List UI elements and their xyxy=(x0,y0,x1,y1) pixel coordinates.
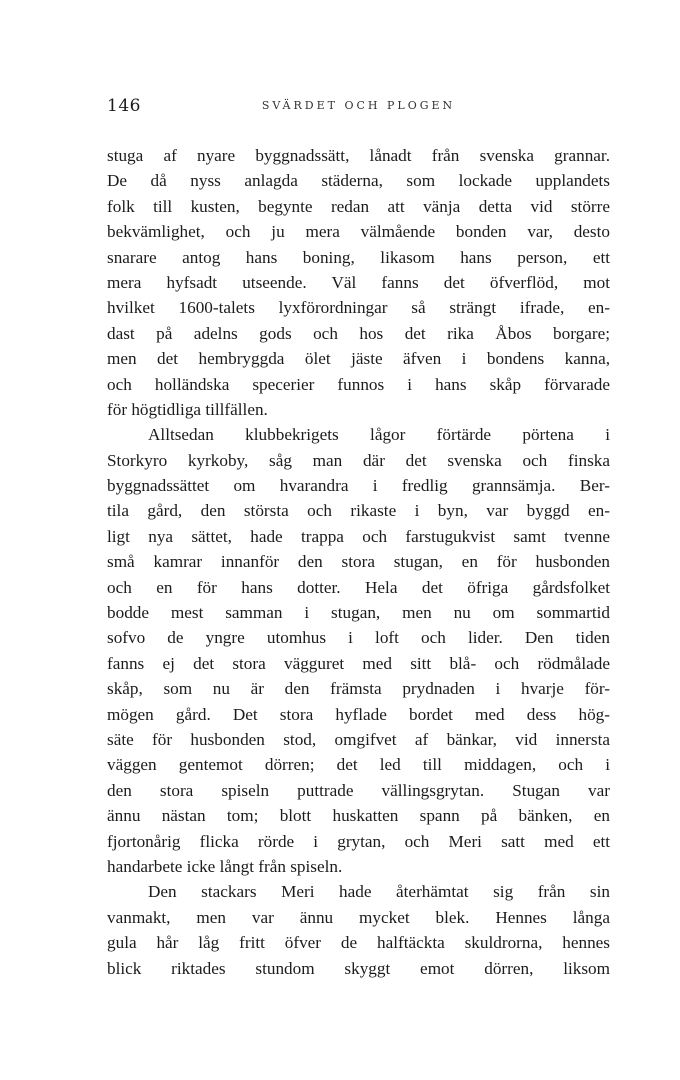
text-line: Den stackars Meri hade återhämtat sig från sin xyxy=(148,882,610,902)
text-line: Storkyro kyrkoby, såg man där det svenska och finska xyxy=(107,450,610,470)
text-line: och en för hans dotter. Hela det öfriga gårdsfolket xyxy=(107,577,610,597)
text-line: snarare antog hans boning, likasom hans person, ett xyxy=(107,247,610,267)
text-line: vanmakt, men var ännu mycket blek. Hennes långa xyxy=(107,907,610,927)
text-line: handarbete icke långt från spiseln. xyxy=(107,856,343,876)
text-line: bodde mest samman i stugan, men nu om sommartid xyxy=(107,603,610,623)
body-text xyxy=(107,143,610,981)
text-line: bekvämlighet, och ju mera välmående bonden var, desto xyxy=(107,222,610,242)
text-line: men det hembryggda ölet jäste äfven i bondens kanna, xyxy=(107,349,610,369)
text-line: sofvo de yngre utomhus i loft och lider. Den tiden xyxy=(107,628,610,648)
page-number: 146 xyxy=(107,96,141,116)
text-line: mera hyfsadt utseende. Väl fanns det öfverflöd, mot xyxy=(107,272,610,292)
text-line: säte för husbonden stod, omgifvet af bänkar, vid innersta xyxy=(107,729,610,749)
text-line: skåp, som nu är den främsta prydnaden i hvarje för- xyxy=(107,679,610,699)
text-line: byggnadssättet om hvarandra i fredlig grannsämja. Ber- xyxy=(107,476,610,496)
text-line: för högtidliga tillfällen. xyxy=(107,399,268,419)
text-line: blick riktades stundom skyggt emot dörren, liksom xyxy=(107,958,610,978)
text-line: folk till kusten, begynte redan att vänja detta vid större xyxy=(107,196,610,216)
text-line: dast på adelns gods och hos det rika Åbos borgare; xyxy=(107,323,610,343)
text-line: mögen gård. Det stora hyflade bordet med dess hög- xyxy=(107,704,610,724)
text-line: den stora spiseln puttrade vällingsgrytan. Stugan var xyxy=(107,780,610,800)
text-line: stuga af nyare byggnadssätt, lånadt från svenska grannar. xyxy=(107,146,610,165)
text-line: och holländska specerier funnos i hans skåp förvarade xyxy=(107,374,610,394)
text-line: fanns ej det stora vägguret med sitt blå- och rödmålade xyxy=(107,653,610,673)
page-header xyxy=(107,96,610,120)
text-line: ännu nästan tom; blott huskatten spann på bänken, en xyxy=(107,806,610,826)
text-line: De då nyss anlagda städerna, som lockade upplandets xyxy=(107,171,610,191)
text-line: tila gård, den största och rikaste i byn, var byggd en- xyxy=(107,501,610,521)
text-line: små kamrar innanför den stora stugan, en för husbonden xyxy=(107,552,610,572)
text-line: fjortonårig flicka rörde i grytan, och Meri satt med ett xyxy=(107,831,610,851)
text-line: ligt nya sättet, hade trappa och farstugukvist samt tvenne xyxy=(107,526,610,546)
text-line: gula hår låg fritt öfver de halftäckta skuldrorna, hennes xyxy=(107,933,610,953)
text-line: väggen gentemot dörren; det led till middagen, och i xyxy=(107,755,610,775)
text-line: hvilket 1600-talets lyxförordningar så strängt ifrade, en- xyxy=(107,298,610,318)
text-line: Alltsedan klubbekrigets lågor förtärde pörtena i xyxy=(148,425,610,445)
running-head: SVÄRDET OCH PLOGEN xyxy=(261,99,456,112)
